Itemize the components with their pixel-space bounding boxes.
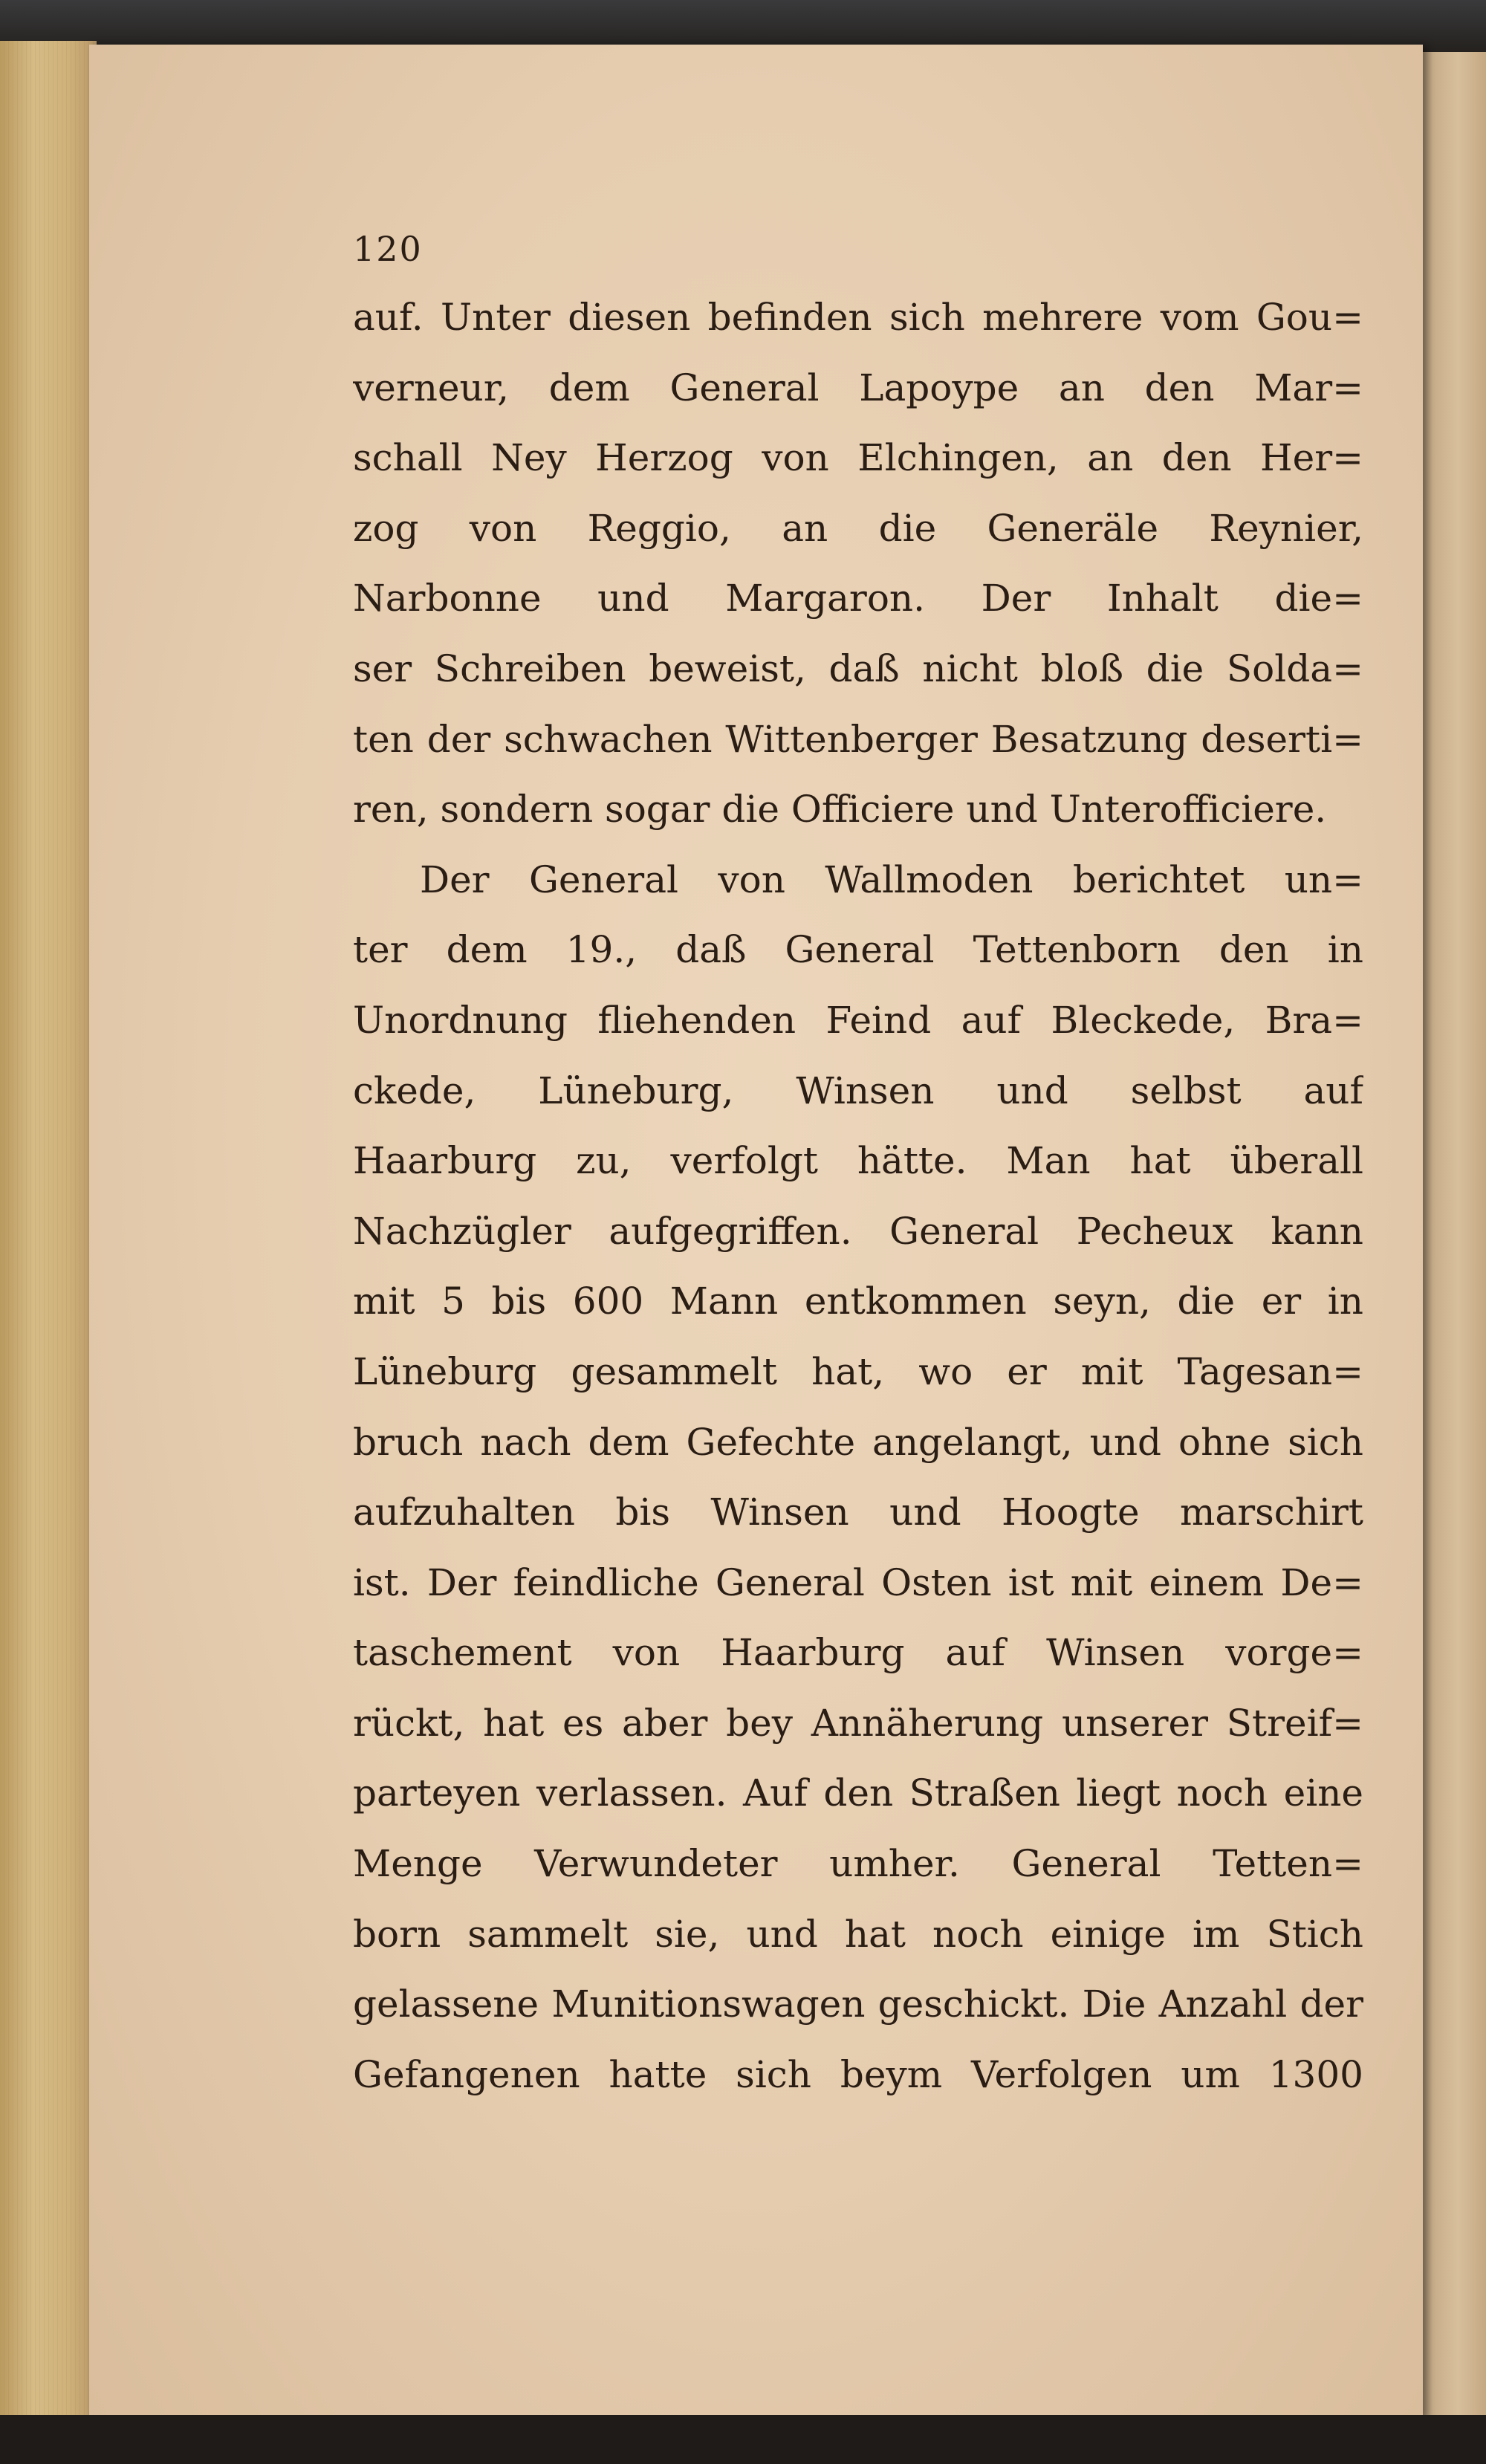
text-line: auf. Unter diesen befinden sich mehrere vom Gou= xyxy=(353,296,1363,339)
text-line: ten der schwachen Wittenberger Besatzung deserti= xyxy=(353,717,1363,761)
text-line: bruch nach dem Gefechte angelangt, und ohne sich xyxy=(353,1420,1363,1464)
text-line: Nachzügler aufgegriffen. General Pecheux kann xyxy=(353,1209,1363,1253)
text-line: gelassene Munitionswagen geschickt. Die Anzahl der xyxy=(353,1982,1363,2026)
bottom-background xyxy=(0,2415,1486,2464)
text-line: Lüneburg gesammelt hat, wo er mit Tagesan= xyxy=(353,1349,1363,1393)
text-line: ter dem 19., daß General Tettenborn den in xyxy=(353,928,1363,972)
text-line: ren, sondern sogar die Officiere und Unterofficiere. xyxy=(353,788,1327,831)
text-line: ser Schreiben beweist, daß nicht bloß die Solda= xyxy=(353,646,1363,690)
text-line: born sammelt sie, und hat noch einige im Stich xyxy=(353,1912,1363,1956)
text-line: Narbonne und Margaron. Der Inhalt die= xyxy=(353,577,1363,620)
text-line: parteyen verlassen. Auf den Straßen liegt noch eine xyxy=(353,1771,1363,1815)
page-stack-edge xyxy=(0,41,97,2430)
text-line: mit 5 bis 600 Mann entkommen seyn, die er in xyxy=(353,1280,1363,1323)
text-line: ckede, Lüneburg, Winsen und selbst auf xyxy=(353,1069,1363,1112)
text-line: Gefangenen hatte sich beym Verfolgen um 1300 xyxy=(353,2052,1363,2096)
page-text xyxy=(353,215,1363,2110)
text-line: ist. Der feindliche General Osten ist mit einem De= xyxy=(353,1560,1363,1604)
page-edge-stripes xyxy=(0,41,97,2430)
text-line: Menge Verwundeter umher. General Tetten= xyxy=(353,1842,1363,1886)
page-number: 120 xyxy=(353,229,423,269)
text-line: verneur, dem General Lapoype an den Mar= xyxy=(353,366,1363,409)
text-line: schall Ney Herzog von Elchingen, an den Her= xyxy=(353,436,1363,480)
text-line: aufzuhalten bis Winsen und Hoogte marschirt xyxy=(353,1491,1363,1534)
text-line: Unordnung fliehenden Feind auf Bleckede, Bra= xyxy=(353,998,1363,1042)
facing-page-edge xyxy=(1415,52,1486,2415)
text-line: Haarburg zu, verfolgt hätte. Man hat überall xyxy=(353,1139,1363,1183)
text-line: taschement von Haarburg auf Winsen vorge= xyxy=(353,1631,1363,1675)
text-line: Der General von Wallmoden berichtet un= xyxy=(420,857,1363,901)
text-line: rückt, hat es aber bey Annäherung unserer Streif= xyxy=(353,1701,1363,1745)
text-line: zog von Reggio, an die Generäle Reynier, xyxy=(353,506,1363,550)
